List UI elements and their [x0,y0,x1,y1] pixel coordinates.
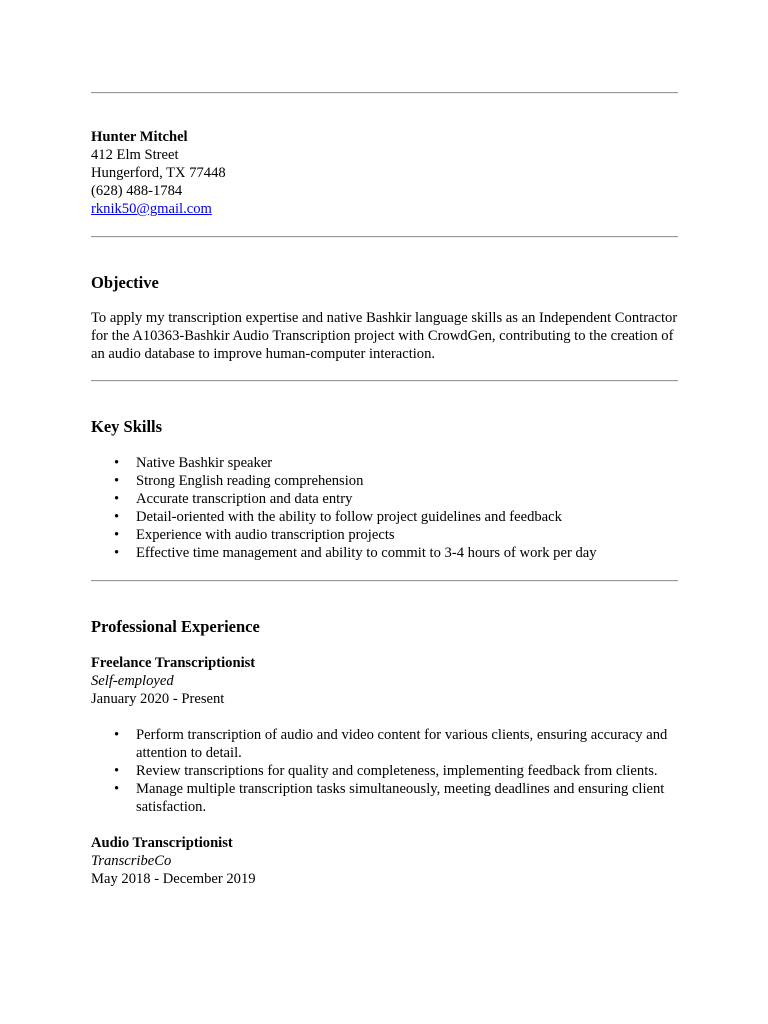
skills-list [91,454,678,562]
job-bullet: • Review transcriptions for quality and completeness, implementing feedback from clients. [136,762,678,780]
experience-section [91,582,678,888]
job-title: Audio Transcriptionist [91,835,233,851]
job-bullet: • Manage multiple transcription tasks simultaneously, meeting deadlines and ensuring client satisfaction. [136,780,678,816]
contact-name: Hunter Mitchel [91,129,188,145]
skills-heading: Key Skills [91,417,163,436]
contact-phone: (628) 488-1784 [91,183,183,199]
objective-section [91,238,678,363]
skills-section [91,382,678,562]
job-dates: January 2020 - Present [91,691,225,707]
objective-text: To apply my transcription expertise and native Bashkir language skills as an Independent Contractor for the A10363-Bashkir Audio Transcription project with CrowdGen, contributing to the creation of an audio database to improve human-computer interaction. [91,310,678,362]
skill-item: • Accurate transcription and data entry [136,490,678,508]
job-dates: May 2018 - December 2019 [91,871,256,887]
job-title: Freelance Transcriptionist [91,655,256,671]
job-bullet: • Perform transcription of audio and video content for various clients, ensuring accuracy and attention to detail. [136,726,678,762]
contact-block [91,128,678,218]
job-entry [91,654,678,816]
contact-city: Hungerford, TX 77448 [91,165,226,181]
experience-heading: Professional Experience [91,617,260,636]
job-entry [91,834,678,888]
job-company: TranscribeCo [91,853,172,869]
skill-item: • Native Bashkir speaker [136,454,678,472]
skill-item: • Strong English reading comprehension [136,472,678,490]
divider-top [91,92,678,94]
resume-page [91,92,678,888]
skill-item: • Detail-oriented with the ability to follow project guidelines and feedback [136,508,678,526]
skill-item: • Experience with audio transcription projects [136,526,678,544]
contact-street: 412 Elm Street [91,147,179,163]
contact-email-row [91,200,678,218]
job-company: Self-employed [91,673,174,689]
job-bullet-list [91,726,678,816]
skill-item: • Effective time management and ability to commit to 3-4 hours of work per day [136,544,678,562]
objective-heading: Objective [91,273,159,292]
contact-email-link[interactable]: rknik50@gmail.com [91,201,212,217]
